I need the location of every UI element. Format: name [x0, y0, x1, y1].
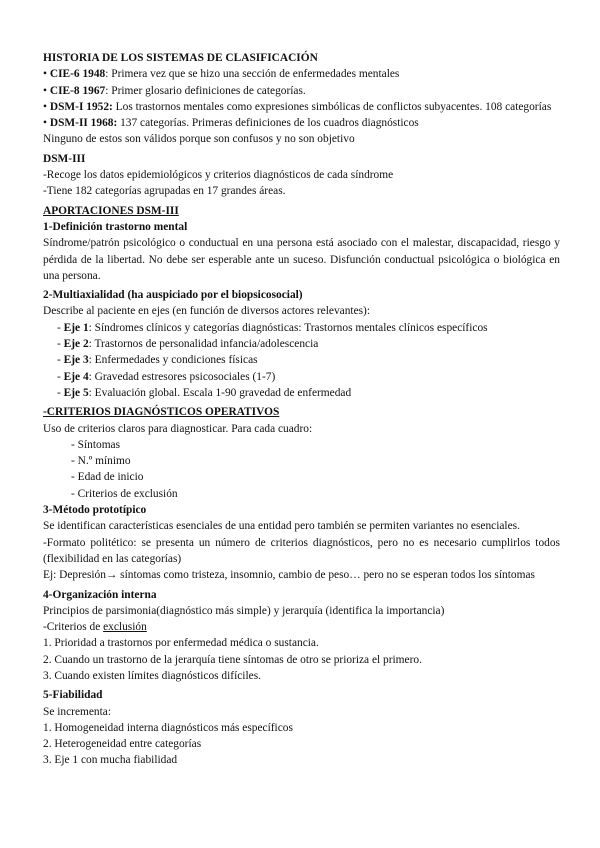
list-item [43, 352, 560, 368]
text-prefix: -Criterios de [43, 621, 104, 634]
list-item [43, 336, 560, 352]
list-item: 1. Homogeneidad interna diagnósticos más específicos [43, 721, 293, 734]
underlined-word: exclusión [103, 621, 147, 634]
item-text: : Síndromes clínicos y categorías diagnósticas: Trastornos mentales clínicos específicos [88, 321, 488, 334]
item-label: Eje 5 [63, 386, 89, 399]
dash: - [57, 354, 61, 367]
paragraph-formato: -Formato politético: se presenta un número de criterios diagnósticos, pero no es necesario cumplirlos todos (flexibilidad en las categorías) [43, 536, 560, 565]
item-label: Eje 2 [63, 338, 89, 351]
item-text: : Evaluación global. Escala 1-90 gravedad de enfermedad [88, 386, 352, 399]
bullet: • [43, 68, 47, 81]
item-label: Eje 1 [63, 321, 89, 334]
item-label: Eje 4 [63, 370, 89, 383]
paragraph-ejemplo: Ej: Depresión→ síntomas como tristeza, insomnio, cambio de peso… pero no se esperan todos los síntomas [43, 569, 535, 582]
item-text: : Trastornos de personalidad infancia/adolescencia [88, 338, 319, 351]
list-item: 3. Cuando existen límites diagnósticos difíciles. [43, 669, 261, 682]
list-item: - Edad de inicio [71, 471, 144, 484]
paragraph-criterios-intro: Uso de criterios claros para diagnosticar. Para cada cuadro: [43, 422, 313, 435]
bullet: • [43, 117, 47, 130]
dash: - [57, 321, 61, 334]
list-item: 2. Heterogeneidad entre categorías [43, 738, 202, 751]
item-label: Eje 3 [63, 354, 89, 367]
subheading-organizacion: 4-Organización interna [43, 588, 157, 601]
item-text: : Primer glosario definiciones de categorías. [105, 84, 306, 97]
bullet: • [43, 100, 47, 113]
dash: - [57, 338, 61, 351]
subheading-metodo: 3-Método prototípico [43, 504, 147, 517]
item-text: : Gravedad estresores psicosociales (1-7) [88, 370, 276, 383]
paragraph-principios: Principios de parsimonia(diagnóstico más simple) y jerarquía (identifica la importancia) [43, 604, 445, 617]
item-text: : Primera vez que se hizo una sección de enfermedades mentales [105, 68, 400, 81]
list-item [43, 99, 560, 115]
list-item: 2. Cuando un trastorno de la jerarquía tiene síntomas de otro se prioriza el primero. [43, 653, 422, 666]
criterios-exclusion-line [43, 619, 560, 635]
item-label: CIE-8 1967 [49, 84, 106, 97]
list-item: - Criterios de exclusión [71, 487, 178, 500]
dash: - [57, 386, 61, 399]
list-item [43, 385, 560, 401]
document-body [43, 50, 560, 769]
section-title-aportaciones: APORTACIONES DSM-III [43, 204, 179, 217]
dash: - [57, 370, 61, 383]
section-title-criterios: -CRITERIOS DIAGNÓSTICOS OPERATIVOS [43, 406, 280, 419]
text-line: -Recoge los datos epidemiológicos y criterios diagnósticos de cada síndrome [43, 169, 394, 182]
subheading-multiaxialidad: 2-Multiaxialidad (ha auspiciado por el biopsicosocial) [43, 289, 303, 302]
item-label: CIE-6 1948 [49, 68, 106, 81]
item-text: : Enfermedades y condiciones físicas [88, 354, 258, 367]
list-item [43, 66, 560, 82]
list-item [43, 83, 560, 99]
paragraph-metodo: Se identifican características esenciales de una entidad pero también se permiten variantes no esenciales. [43, 520, 520, 533]
list-item [43, 369, 560, 385]
list-item: 1. Prioridad a trastornos por enfermedad médica o sustancia. [43, 637, 319, 650]
list-item [43, 115, 560, 131]
text-line: -Tiene 182 categorías agrupadas en 17 grandes áreas. [43, 185, 286, 198]
bullet: • [43, 84, 47, 97]
list-item: - Síntomas [71, 438, 121, 451]
item-text: Los trastornos mentales como expresiones simbólicas de conflictos subyacentes. 108 categorías [112, 100, 552, 113]
item-label: DSM-II 1968: [49, 117, 118, 130]
paragraph-fiabilidad-intro: Se incrementa: [43, 705, 111, 718]
item-label: DSM-I 1952: [49, 100, 113, 113]
list-item: - N.º mínimo [71, 455, 131, 468]
paragraph-ejes-intro: Describe al paciente en ejes (en función de diversos actores relevantes): [43, 305, 371, 318]
item-text: 137 categorías. Primeras definiciones de los cuadros diagnósticos [117, 117, 419, 130]
list-item: 3. Eje 1 con mucha fiabilidad [43, 754, 178, 767]
section-title-dsm3: DSM-III [43, 152, 86, 165]
paragraph-definicion: Síndrome/patrón psicológico o conductual en una persona está asociado con el malestar, discapacidad, riesgo y pérdida de la libertad. No debe ser esperable ante un suceso. Disfunción conductual psicológica o biológica en una persona. [43, 237, 560, 282]
subheading-definicion: 1-Definición trastorno mental [43, 220, 188, 233]
section-title-historia: HISTORIA DE LOS SISTEMAS DE CLASIFICACIÓN [43, 52, 318, 64]
subheading-fiabilidad: 5-Fiabilidad [43, 689, 103, 702]
note-text: Ninguno de estos son válidos porque son confusos y no son objetivo [43, 133, 355, 146]
list-item [43, 320, 560, 336]
